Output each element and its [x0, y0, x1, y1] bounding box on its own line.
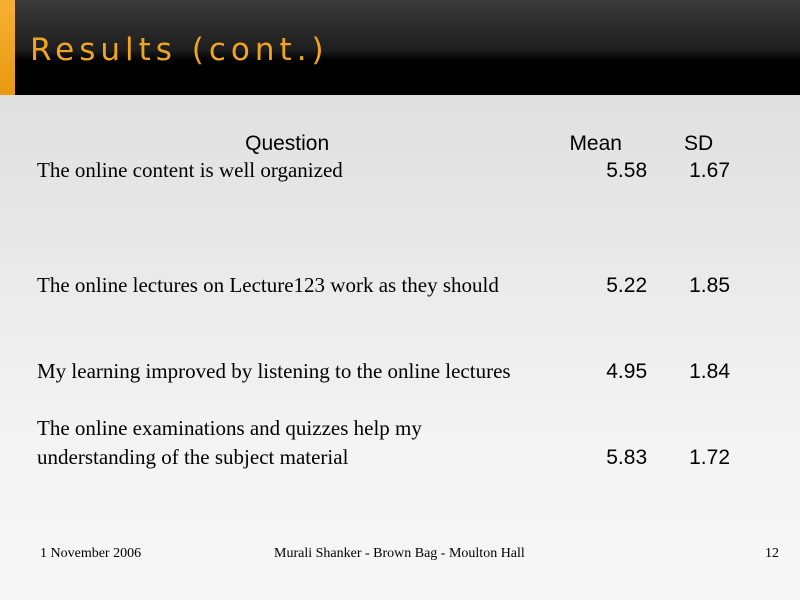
mean-cell: 5.22	[606, 274, 648, 297]
footer-date: 1 November 2006	[40, 546, 142, 561]
mean-cell: 5.83	[606, 446, 648, 469]
table-header-row	[30, 124, 750, 156]
slide-title: Results (cont.)	[30, 32, 329, 68]
question-cell: My learning improved by listening to the online lectures	[37, 359, 511, 383]
header-mean: Mean	[569, 132, 622, 155]
table-row	[30, 300, 750, 386]
sd-cell: 1.84	[689, 360, 730, 383]
sd-cell: 1.72	[689, 446, 730, 469]
table-row	[30, 386, 750, 472]
page-number: 12	[765, 546, 779, 561]
question-cell: The online lectures on Lecture123 work as they should	[37, 273, 499, 297]
table-row	[30, 156, 750, 214]
header-question: Question	[245, 132, 330, 155]
question-cell: The online content is well organized	[37, 158, 343, 182]
title-bar	[0, 0, 800, 95]
sd-cell: 1.85	[689, 274, 730, 297]
mean-cell: 4.95	[606, 360, 648, 383]
sd-cell: 1.67	[689, 159, 730, 182]
mean-cell: 5.58	[606, 159, 648, 182]
question-cell: The online examinations and quizzes help my understanding of the subject material	[37, 416, 422, 469]
results-table	[30, 124, 750, 472]
header-sd: SD	[683, 132, 714, 155]
accent-bar	[0, 0, 15, 95]
footer-presenter: Murali Shanker - Brown Bag - Moulton Hall	[274, 546, 525, 561]
table-row	[30, 214, 750, 300]
